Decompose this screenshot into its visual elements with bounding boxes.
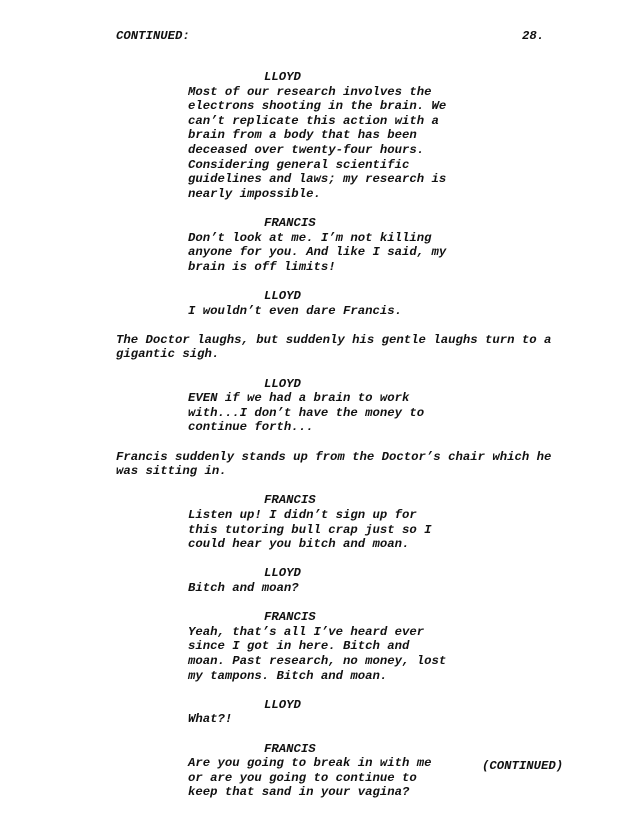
character-name: LLOYD [264, 289, 301, 303]
dialogue-line: guidelines and laws; my research is [188, 172, 447, 187]
page-number: 28. [522, 29, 545, 43]
dialogue-line: continue forth... [188, 420, 314, 435]
dialogue-line: Don’t look at me. I’m not killing [188, 230, 432, 245]
character-name: FRANCIS [264, 610, 316, 625]
dialogue-line: I wouldn’t even dare Francis. [188, 303, 403, 318]
dialogue-line: could hear you bitch and moan. [188, 537, 410, 552]
dialogue-line: brain is off limits! [188, 259, 336, 274]
character-name: FRANCIS [264, 216, 316, 230]
dialogue-line: EVEN if we had a brain to work [188, 391, 410, 406]
dialogue-line: since I got in here. Bitch and [188, 639, 410, 654]
character-name: LLOYD [264, 566, 301, 581]
header-continued: CONTINUED: [116, 29, 190, 43]
dialogue-line: What?! [188, 712, 233, 727]
dialogue-line: Yeah, that’s all I’ve heard ever [188, 624, 425, 639]
dialogue-line: electrons shooting in the brain. We [188, 99, 447, 114]
dialogue-line: brain from a body that has been [188, 128, 417, 143]
character-name: LLOYD [264, 376, 301, 391]
dialogue-line: this tutoring bull crap just so I [188, 522, 432, 537]
action-line: The Doctor laughs, but suddenly his gentle laughs turn to a [116, 332, 552, 347]
dialogue-line: Listen up! I didn’t sign up for [188, 508, 417, 522]
character-name: FRANCIS [264, 741, 316, 756]
character-name: LLOYD [264, 697, 301, 712]
character-name: FRANCIS [264, 493, 316, 508]
dialogue-line: Considering general scientific [188, 157, 410, 172]
dialogue-line: Bitch and moan? [188, 581, 299, 595]
dialogue-line: nearly impossible. [188, 186, 321, 201]
action-line: was sitting in. [116, 464, 227, 479]
action-line: Francis suddenly stands up from the Doctor’s chair which he [116, 449, 552, 464]
dialogue-line: with...I don’t have the money to [188, 405, 425, 420]
dialogue-line: or are you going to continue to [188, 770, 417, 785]
dialogue-line: moan. Past research, no money, lost [188, 654, 447, 668]
dialogue-line: Are you going to break in with me [188, 756, 432, 771]
dialogue-line: keep that sand in your vagina? [188, 785, 410, 800]
character-name: LLOYD [264, 70, 301, 84]
dialogue-line: can’t replicate this action with a [188, 113, 439, 128]
dialogue-line: deceased over twenty-four hours. [188, 143, 425, 157]
footer-continued: (CONTINUED) [482, 759, 564, 773]
dialogue-line: anyone for you. And like I said, my [188, 245, 447, 260]
dialogue-line: my tampons. Bitch and moan. [188, 668, 388, 683]
dialogue-line: Most of our research involves the [188, 84, 432, 99]
action-line: gigantic sigh. [116, 347, 220, 362]
